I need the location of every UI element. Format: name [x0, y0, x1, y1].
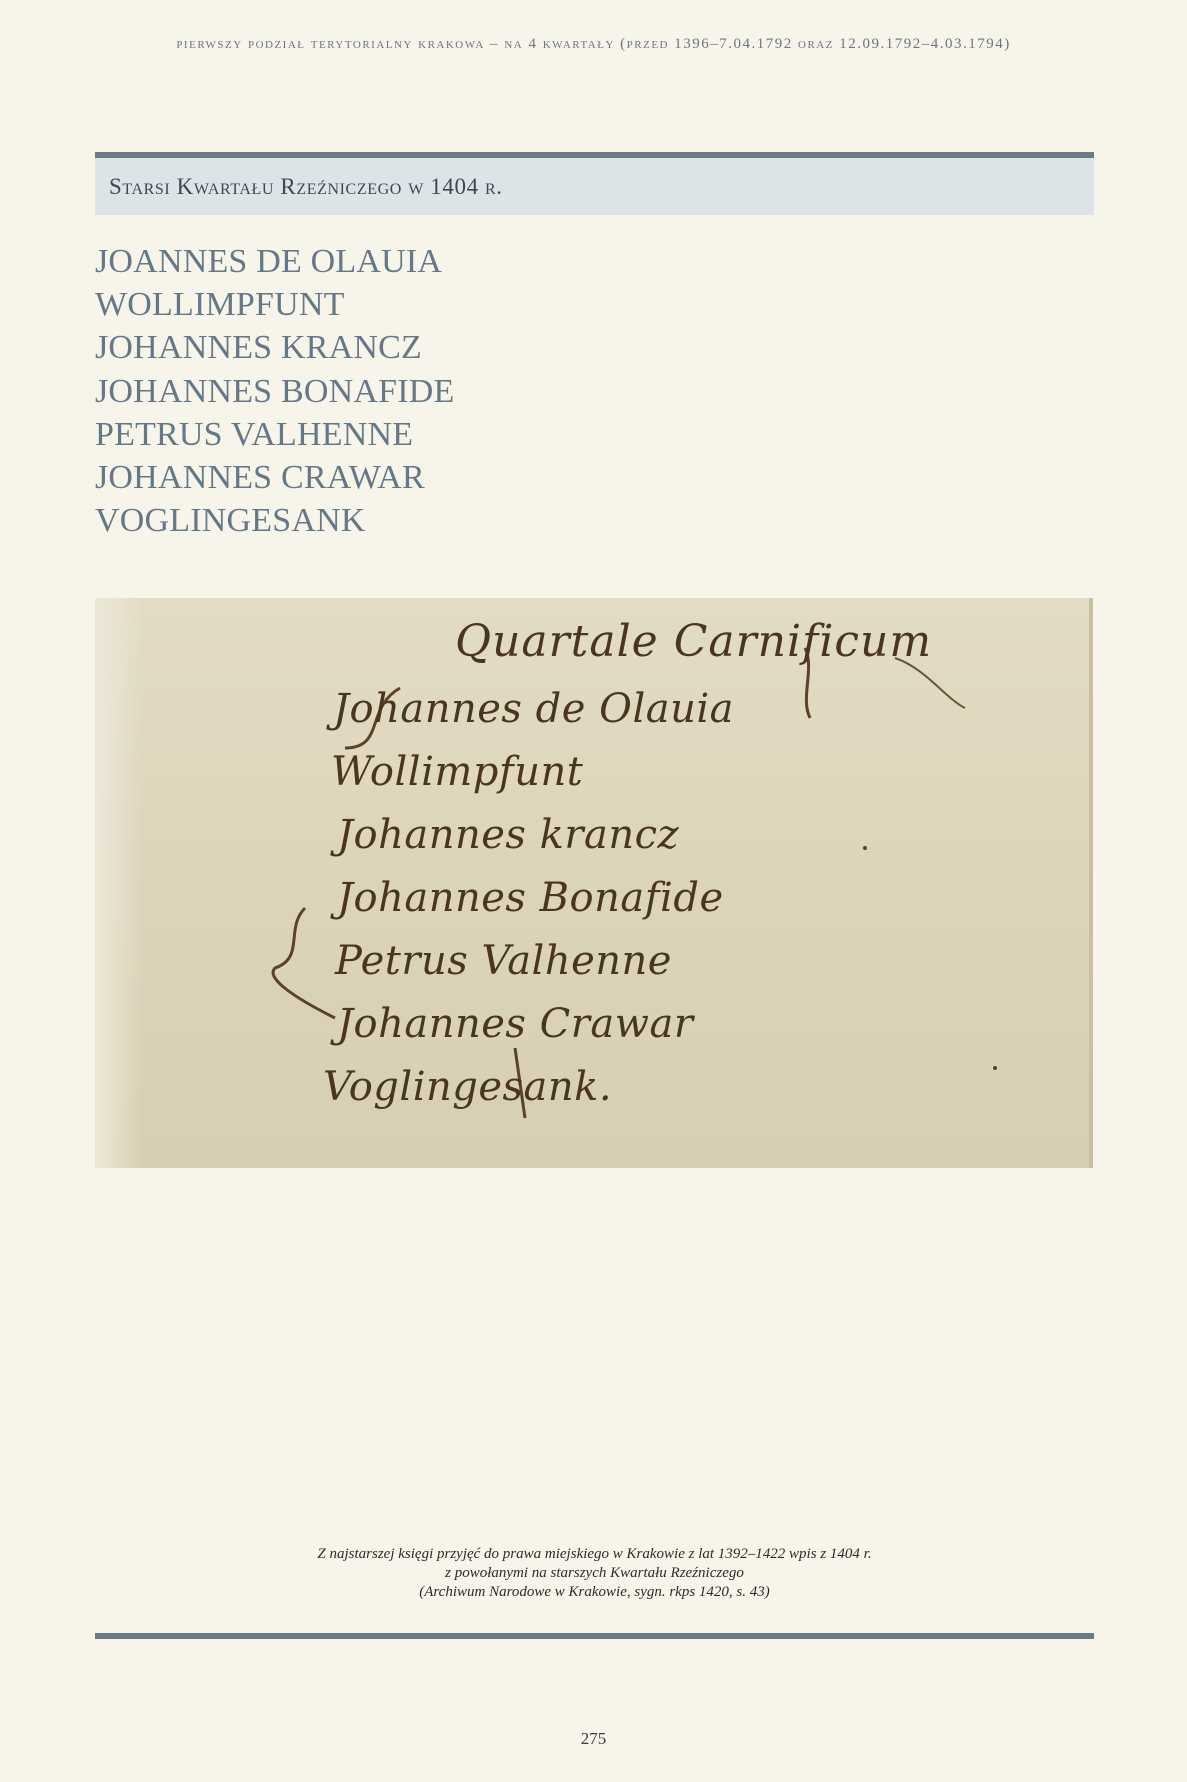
caption-line: (Archiwum Narodowe w Krakowie, sygn. rkps 1420, s. 43) — [419, 1584, 770, 1600]
manuscript-heading: Quartale Carnificum — [455, 616, 933, 667]
caption-line: Z najstarszej księgi przyjęć do prawa miejskiego w Krakowie z lat 1392–1422 wpis z 1404 r. — [317, 1546, 872, 1562]
caption-line: z powołanymi na starszych Kwartału Rzeźniczego — [445, 1565, 744, 1581]
running-head: pierwszy podział terytorialny krakowa – na 4 kwartały (przed 1396–7.04.1792 oraz 12.09.1792–4.03.1794) — [176, 36, 1011, 52]
name-item: JOHANNES CRAWAR — [95, 459, 425, 497]
manuscript-line: Johannes Crawar — [337, 1001, 694, 1047]
manuscript-line: Wollimpfunt — [331, 749, 584, 795]
section-title: Starsi Kwartału Rzeźniczego w 1404 r. — [109, 173, 503, 199]
name-item: JOHANNES KRANCZ — [95, 329, 422, 367]
manuscript-line: Johannes Bonafide — [337, 875, 724, 921]
manuscript-line: Johannes krancz — [337, 812, 680, 858]
name-item: PETRUS VALHENNE — [95, 415, 414, 453]
name-item: VOGLINGESANK — [95, 502, 366, 540]
page-number: 275 — [580, 1729, 607, 1748]
footer-rule — [95, 1633, 1094, 1639]
manuscript-lines — [315, 678, 734, 1119]
manuscript-image — [95, 598, 1093, 1168]
manuscript-line: Johannes de Olauia — [333, 686, 734, 732]
manuscript-line: Voglingesank. — [323, 1064, 613, 1110]
section-header — [95, 152, 1094, 215]
manuscript-line: Petrus Valhenne — [335, 938, 672, 984]
name-item: WOLLIMPFUNT — [95, 286, 345, 324]
section-title-band — [95, 158, 1094, 215]
names-list — [95, 240, 454, 542]
name-item: JOHANNES BONAFIDE — [95, 372, 455, 410]
figure-caption — [95, 1545, 1094, 1602]
name-item: JOANNES DE OLAUIA — [95, 243, 443, 280]
